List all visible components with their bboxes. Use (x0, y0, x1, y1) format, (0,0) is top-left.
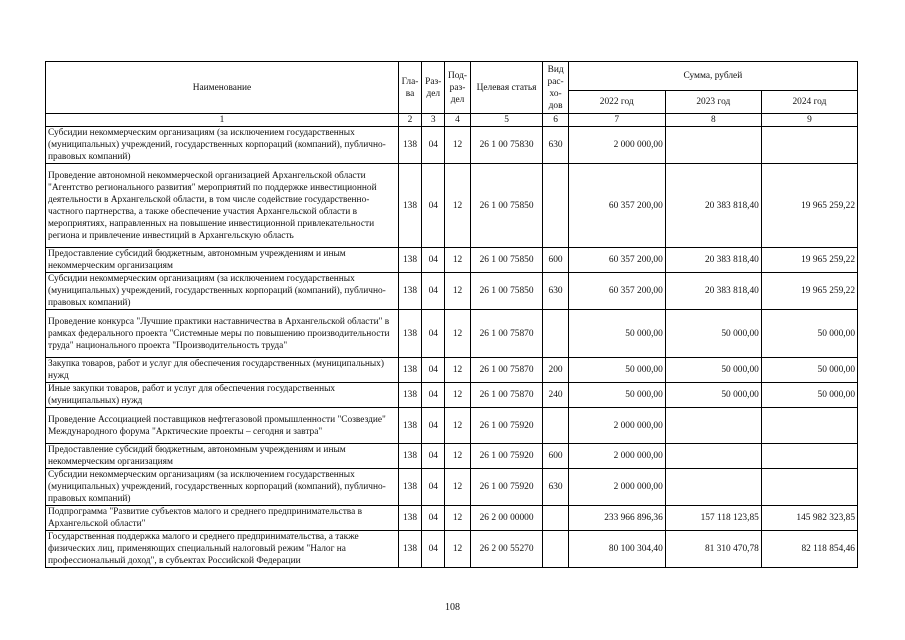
table-cell-2022: 60 357 200,00 (568, 273, 665, 310)
table-cell-2023: 20 383 818,40 (665, 273, 761, 310)
table-cell-podrazdel: 12 (445, 310, 470, 358)
column-number: 9 (761, 114, 857, 127)
table-cell-celevaya: 26 2 00 00000 (470, 506, 543, 531)
table-row (46, 531, 858, 568)
budget-table (45, 61, 858, 568)
table-cell-razdel: 04 (422, 127, 445, 164)
table-cell-vid: 600 (543, 444, 568, 469)
table-cell-2024 (761, 408, 857, 444)
table-cell-2023: 81 310 470,78 (665, 531, 761, 568)
column-number: 1 (46, 114, 399, 127)
table-row (46, 127, 858, 164)
table-cell-vid (543, 531, 568, 568)
table-cell-vid: 630 (543, 273, 568, 310)
table-cell-razdel: 04 (422, 164, 445, 248)
table-cell-name: Субсидии некоммерческим организациям (за исключением государственных (муниципальных) учреждений, государственных корпораций (компаний), публично-правовых компаний) (46, 469, 399, 506)
header-2024: 2024 год (761, 91, 857, 114)
table-cell-2023: 157 118 123,85 (665, 506, 761, 531)
header-summa: Сумма, рублей (568, 62, 857, 91)
table-cell-name: Предоставление субсидий бюджетным, автономным учреждениям и иным некоммерческим организациям (46, 444, 399, 469)
table-cell-vid (543, 310, 568, 358)
column-number: 6 (543, 114, 568, 127)
table-cell-name: Подпрограмма "Развитие субъектов малого и среднего предпринимательства в Архангельской области" (46, 506, 399, 531)
column-number: 4 (445, 114, 470, 127)
table-body (46, 127, 858, 568)
table-cell-name: Государственная поддержка малого и среднего предпринимательства, а также физических лиц, применяющих специальный налоговый режим "Налог на профессиональный доход", в субъектах Российской Федерации (46, 531, 399, 568)
table-cell-celevaya: 26 1 00 75920 (470, 469, 543, 506)
header-vid: Вид рас-хо-дов (543, 62, 568, 114)
table-cell-2023: 50 000,00 (665, 358, 761, 383)
column-number: 8 (665, 114, 761, 127)
table-cell-glava: 138 (398, 127, 421, 164)
table-cell-name: Проведение автономной некоммерческой организацией Архангельской области "Агентство регионального развития" мероприятий по поддержке инвестиционной деятельности в Архангельской области, в том числе содействие государственно-частного партнерства, а также обеспечение участия Архангельской области в мероприятиях, направленных на повышение инвестиционной привлекательности региона и привлечение инвестиций в Архангельскую область (46, 164, 399, 248)
table-row (46, 164, 858, 248)
table-cell-razdel: 04 (422, 248, 445, 273)
table-row (46, 469, 858, 506)
table-cell-2022: 2 000 000,00 (568, 127, 665, 164)
table-row (46, 248, 858, 273)
table-cell-2023 (665, 127, 761, 164)
header-2022: 2022 год (568, 91, 665, 114)
table-cell-2022: 60 357 200,00 (568, 164, 665, 248)
table-cell-celevaya: 26 1 00 75920 (470, 408, 543, 444)
table-cell-glava: 138 (398, 273, 421, 310)
table-cell-podrazdel: 12 (445, 127, 470, 164)
table-cell-podrazdel: 12 (445, 531, 470, 568)
table-cell-2023: 50 000,00 (665, 383, 761, 408)
table-row (46, 310, 858, 358)
table-cell-razdel: 04 (422, 408, 445, 444)
table-row (46, 273, 858, 310)
table-cell-name: Закупка товаров, работ и услуг для обеспечения государственных (муниципальных) нужд (46, 358, 399, 383)
table-cell-2024: 50 000,00 (761, 383, 857, 408)
table-cell-2024 (761, 127, 857, 164)
table-cell-vid (543, 164, 568, 248)
table-cell-razdel: 04 (422, 358, 445, 383)
table-cell-2024: 145 982 323,85 (761, 506, 857, 531)
table-cell-2024 (761, 469, 857, 506)
table-cell-2024: 82 118 854,46 (761, 531, 857, 568)
table-cell-podrazdel: 12 (445, 248, 470, 273)
table-cell-2022: 2 000 000,00 (568, 469, 665, 506)
table-cell-glava: 138 (398, 444, 421, 469)
table-cell-podrazdel: 12 (445, 506, 470, 531)
table-cell-podrazdel: 12 (445, 383, 470, 408)
table-cell-podrazdel: 12 (445, 408, 470, 444)
table-cell-podrazdel: 12 (445, 273, 470, 310)
table-cell-vid (543, 408, 568, 444)
table-cell-2024: 50 000,00 (761, 358, 857, 383)
header-celevaya: Целевая статья (470, 62, 543, 114)
table-cell-razdel: 04 (422, 273, 445, 310)
table-cell-2022: 50 000,00 (568, 310, 665, 358)
table-cell-glava: 138 (398, 531, 421, 568)
table-row (46, 408, 858, 444)
table-cell-glava: 138 (398, 469, 421, 506)
table-cell-2022: 50 000,00 (568, 358, 665, 383)
table-cell-2023: 20 383 818,40 (665, 248, 761, 273)
table-cell-2022: 60 357 200,00 (568, 248, 665, 273)
table-cell-podrazdel: 12 (445, 469, 470, 506)
table-cell-celevaya: 26 1 00 75920 (470, 444, 543, 469)
table-row (46, 358, 858, 383)
table-cell-celevaya: 26 1 00 75850 (470, 273, 543, 310)
table-cell-celevaya: 26 1 00 75870 (470, 310, 543, 358)
table-cell-celevaya: 26 1 00 75850 (470, 248, 543, 273)
table-cell-razdel: 04 (422, 383, 445, 408)
table-cell-razdel: 04 (422, 531, 445, 568)
table-cell-2024 (761, 444, 857, 469)
header-glava: Гла-ва (398, 62, 421, 114)
table-cell-celevaya: 26 1 00 75870 (470, 383, 543, 408)
table-cell-vid: 240 (543, 383, 568, 408)
table-row (46, 506, 858, 531)
header-name: Наименование (46, 62, 399, 114)
table-cell-glava: 138 (398, 408, 421, 444)
table-cell-name: Иные закупки товаров, работ и услуг для обеспечения государственных (муниципальных) нужд (46, 383, 399, 408)
table-cell-name: Субсидии некоммерческим организациям (за исключением государственных (муниципальных) учреждений, государственных корпораций (компаний), публично-правовых компаний) (46, 127, 399, 164)
table-cell-glava: 138 (398, 310, 421, 358)
table-cell-2023: 20 383 818,40 (665, 164, 761, 248)
table-cell-podrazdel: 12 (445, 444, 470, 469)
header-2023: 2023 год (665, 91, 761, 114)
table-cell-2022: 2 000 000,00 (568, 444, 665, 469)
table-cell-2023 (665, 469, 761, 506)
table-row (46, 383, 858, 408)
table-cell-razdel: 04 (422, 444, 445, 469)
column-number: 3 (422, 114, 445, 127)
table-cell-vid: 630 (543, 127, 568, 164)
column-number: 2 (398, 114, 421, 127)
table-cell-vid (543, 506, 568, 531)
page-number: 108 (445, 602, 460, 613)
table-cell-celevaya: 26 1 00 75870 (470, 358, 543, 383)
table-cell-2022: 233 966 896,36 (568, 506, 665, 531)
table-cell-2024: 19 965 259,22 (761, 164, 857, 248)
column-numbers-row (46, 114, 858, 127)
table-cell-podrazdel: 12 (445, 164, 470, 248)
table-cell-name: Проведение конкурса "Лучшие практики наставничества в Архангельской области" в рамках федерального проекта "Системные меры по повышению производительности труда" национального проекта "Производительность труда" (46, 310, 399, 358)
column-number: 5 (470, 114, 543, 127)
table-cell-celevaya: 26 1 00 75850 (470, 164, 543, 248)
table-cell-name: Субсидии некоммерческим организациям (за исключением государственных (муниципальных) учреждений, государственных корпораций (компаний), публично-правовых компаний) (46, 273, 399, 310)
column-number: 7 (568, 114, 665, 127)
table-cell-glava: 138 (398, 506, 421, 531)
table-cell-razdel: 04 (422, 506, 445, 531)
table-cell-podrazdel: 12 (445, 358, 470, 383)
table-cell-2023 (665, 408, 761, 444)
table-cell-vid: 600 (543, 248, 568, 273)
table-cell-2024: 19 965 259,22 (761, 248, 857, 273)
header-podrazdel: Под-раз-дел (445, 62, 470, 114)
table-cell-name: Предоставление субсидий бюджетным, автономным учреждениям и иным некоммерческим организациям (46, 248, 399, 273)
table-cell-razdel: 04 (422, 310, 445, 358)
table-cell-celevaya: 26 1 00 75830 (470, 127, 543, 164)
table-cell-glava: 138 (398, 248, 421, 273)
table-cell-2024: 19 965 259,22 (761, 273, 857, 310)
table-cell-2024: 50 000,00 (761, 310, 857, 358)
header-razdel: Раз-дел (422, 62, 445, 114)
table-cell-2022: 50 000,00 (568, 383, 665, 408)
table-cell-vid: 200 (543, 358, 568, 383)
table-cell-vid: 630 (543, 469, 568, 506)
table-cell-2023: 50 000,00 (665, 310, 761, 358)
table-cell-name: Проведение Ассоциацией поставщиков нефтегазовой промышленности "Созвездие" Международного форума "Арктические проекты – сегодня и завтра" (46, 408, 399, 444)
table-cell-2022: 80 100 304,40 (568, 531, 665, 568)
table-cell-2023 (665, 444, 761, 469)
table-cell-glava: 138 (398, 383, 421, 408)
table-cell-razdel: 04 (422, 469, 445, 506)
table-cell-celevaya: 26 2 00 55270 (470, 531, 543, 568)
table-cell-2022: 2 000 000,00 (568, 408, 665, 444)
table-cell-glava: 138 (398, 358, 421, 383)
table-cell-glava: 138 (398, 164, 421, 248)
table-row (46, 444, 858, 469)
